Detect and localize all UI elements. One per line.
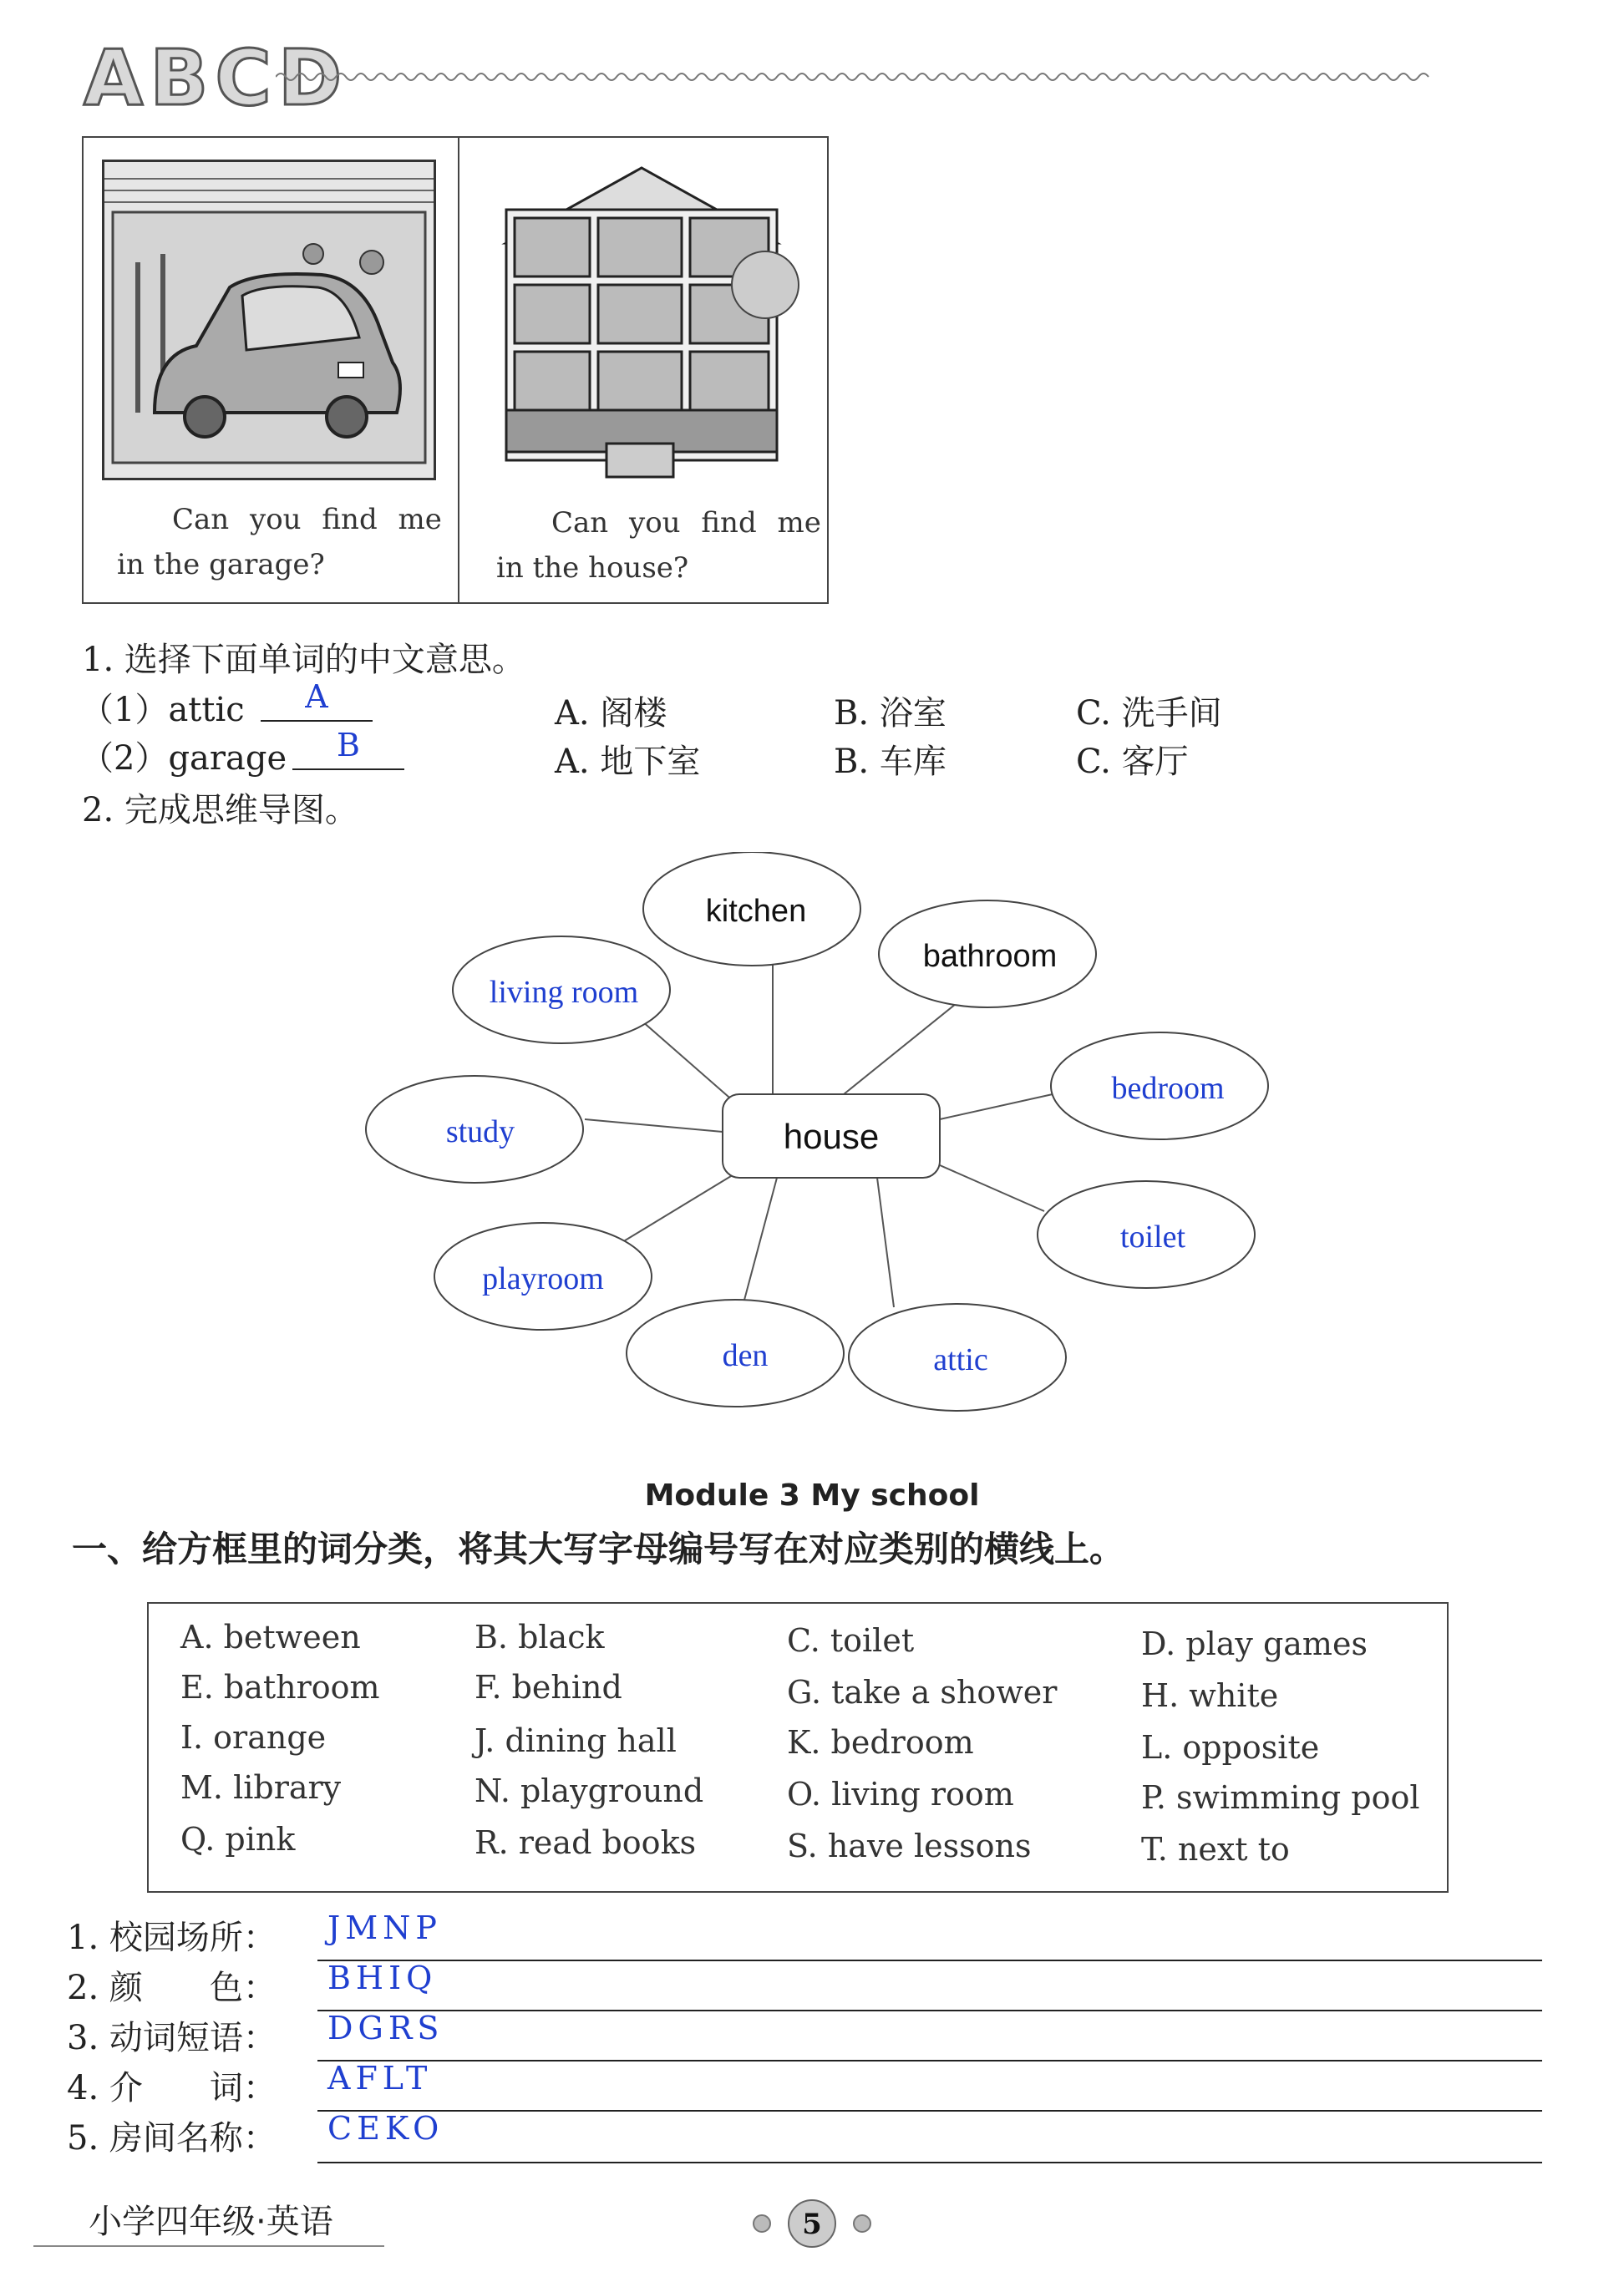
- word-E: E. bathroom: [180, 1669, 380, 1706]
- word-N: N. playground: [475, 1772, 704, 1809]
- word-O: O. living room: [787, 1776, 1014, 1813]
- node-attic[interactable]: attic: [933, 1342, 988, 1377]
- exercise1-instruction: 1. 选择下面单词的中文意思。: [82, 641, 525, 679]
- word-B: B. black: [475, 1619, 605, 1656]
- word-J: J. dining hall: [475, 1722, 677, 1759]
- node-bedroom[interactable]: bedroom: [1111, 1071, 1225, 1106]
- node-study[interactable]: study: [445, 1114, 515, 1149]
- word-L: L. opposite: [1141, 1729, 1320, 1766]
- exercise1-item1-answer[interactable]: A: [261, 678, 373, 722]
- word-P: P. swimming pool: [1141, 1779, 1420, 1816]
- exercise1-item1-label: （1）attic: [80, 691, 245, 729]
- category-1-label: 1. 校园场所：: [67, 1919, 277, 1957]
- footer-underline: [33, 2245, 384, 2247]
- word-F: F. behind: [475, 1669, 622, 1706]
- word-M: M. library: [180, 1769, 342, 1806]
- category-2-answer[interactable]: BHIQ: [327, 1960, 438, 1996]
- category-2-line: [317, 2010, 1542, 2011]
- category-4-answer[interactable]: AFLT: [327, 2060, 433, 2097]
- exercise2-instruction: 2. 完成思维导图。: [82, 791, 358, 829]
- exercise1-item2-option-b: B. 车库: [834, 743, 946, 781]
- house-illustration: [481, 160, 802, 480]
- node-playroom[interactable]: playroom: [482, 1261, 604, 1296]
- connector-toilet: [940, 1165, 1044, 1211]
- house-caption-line2: in the house?: [496, 551, 689, 585]
- header-wave-decoration: [276, 67, 1495, 87]
- page-number: 5: [802, 2208, 822, 2241]
- connector-attic: [877, 1178, 894, 1307]
- node-kitchen: kitchen: [705, 894, 807, 929]
- category-3-line: [317, 2060, 1542, 2061]
- category-1-answer[interactable]: JMNP: [327, 1909, 442, 1946]
- panel-divider: [458, 138, 459, 602]
- exercise1-item1-option-c: C. 洗手间: [1076, 694, 1222, 733]
- category-3-answer[interactable]: DGRS: [327, 2010, 444, 2046]
- garage-illustration: [102, 160, 436, 480]
- word-H: H. white: [1141, 1677, 1279, 1714]
- connector-study: [585, 1119, 723, 1132]
- picture-panel: [82, 136, 829, 604]
- category-5-label: 5. 房间名称：: [67, 2119, 277, 2158]
- connector-bedroom: [940, 1094, 1053, 1119]
- word-Q: Q. pink: [180, 1821, 296, 1858]
- connector-playroom: [618, 1174, 735, 1245]
- category-3-label: 3. 动词短语：: [67, 2019, 277, 2057]
- module-title: Module 3 My school: [644, 1478, 980, 1513]
- garage-caption-line1: Can you find me: [172, 503, 442, 536]
- garage-car-drawing: [104, 162, 434, 478]
- category-4-line: [317, 2110, 1542, 2112]
- word-A: A. between: [180, 1619, 361, 1656]
- category-4-label: 4. 介 词：: [67, 2069, 277, 2107]
- word-D: D. play games: [1141, 1625, 1368, 1662]
- exercise1-item2-option-c: C. 客厅: [1076, 743, 1189, 781]
- word-T: T. next to: [1141, 1831, 1290, 1868]
- exercise1-item2-answer[interactable]: B: [292, 727, 404, 770]
- page-number-badge: [742, 2190, 884, 2257]
- mind-map-center: house: [783, 1117, 880, 1156]
- house-caption-line1: Can you find me: [551, 506, 821, 540]
- category-5-answer[interactable]: CEKO: [327, 2110, 444, 2147]
- node-bathroom: bathroom: [922, 939, 1058, 974]
- mind-map: [334, 852, 1303, 1437]
- word-I: I. orange: [180, 1719, 327, 1756]
- connector-den: [743, 1178, 777, 1303]
- garage-caption-line2: in the garage?: [117, 548, 325, 581]
- exercise1-item1-option-b: B. 浴室: [834, 694, 946, 733]
- word-S: S. have lessons: [787, 1828, 1032, 1864]
- category-5-line: [317, 2162, 1542, 2163]
- connector-living-room: [635, 1015, 735, 1103]
- word-C: C. toilet: [787, 1622, 915, 1659]
- footer-title: 小学四年级·英语: [89, 2203, 333, 2241]
- word-K: K. bedroom: [787, 1724, 974, 1761]
- house-caption: [496, 500, 822, 591]
- node-den[interactable]: den: [722, 1338, 769, 1373]
- node-living-room[interactable]: living room: [489, 975, 639, 1010]
- page-dot-right: [854, 2215, 870, 2232]
- house-cutaway-drawing: [481, 160, 802, 480]
- word-G: G. take a shower: [787, 1674, 1058, 1711]
- header-logo: ABCD: [84, 33, 349, 123]
- category-1-line: [317, 1960, 1542, 1961]
- category-2-label: 2. 颜 色：: [67, 1969, 277, 2007]
- exercise1-item2-label: （2）garage: [80, 739, 287, 778]
- node-toilet[interactable]: toilet: [1119, 1220, 1186, 1255]
- word-R: R. read books: [475, 1824, 697, 1861]
- word-box: [147, 1602, 1449, 1893]
- page-dot-left: [754, 2215, 770, 2232]
- exercise1-item1-option-a: A. 阁楼: [555, 694, 667, 733]
- exercise-title: 一、给方框里的词分类，将其大写字母编号写在对应类别的横线上。: [72, 1529, 1125, 1570]
- garage-caption: [117, 497, 443, 587]
- exercise1-item2-option-a: A. 地下室: [555, 743, 701, 781]
